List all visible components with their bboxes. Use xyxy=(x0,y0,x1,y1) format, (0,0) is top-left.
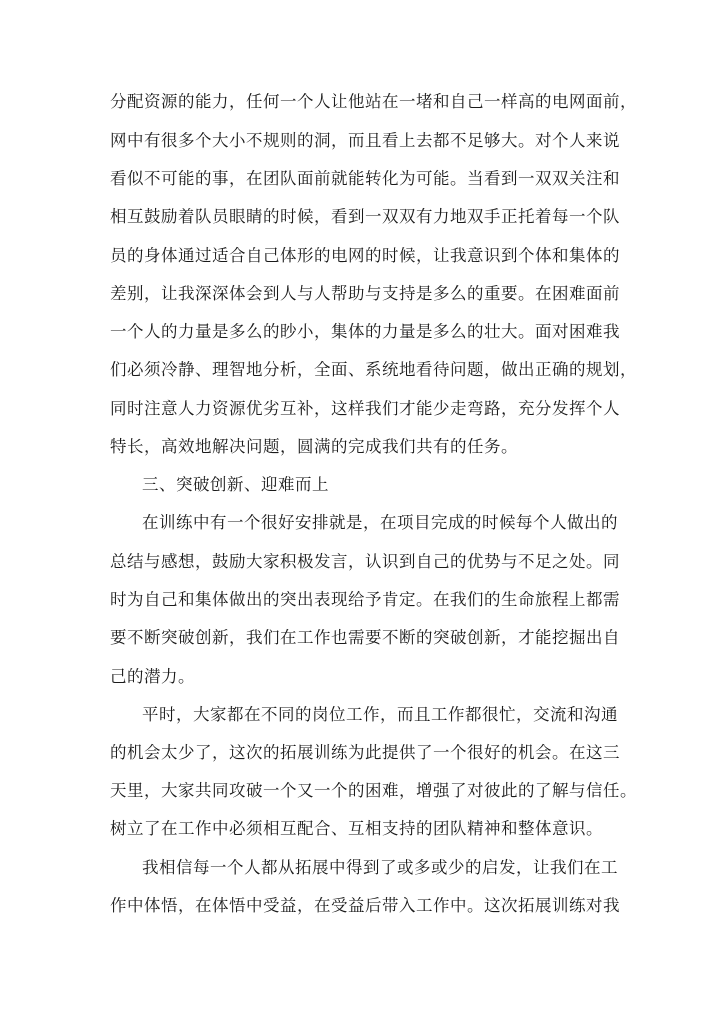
body-text-line: 看似不可能的事，在团队面前就能转化为可能。当看到一双双关注和 xyxy=(110,169,620,188)
body-text-line: 我相信每一个人都从拓展中得到了或多或少的启发，让我们在工 xyxy=(142,858,618,877)
body-text-line: 相互鼓励着队员眼睛的时候，看到一双双有力地双手正托着每一个队 xyxy=(110,207,620,226)
body-text-line: 一个人的力量是多么的眇小，集体的力量是多么的壮大。面对困难我 xyxy=(110,322,620,341)
body-text-line: 树立了在工作中必须相互配合、互相支持的团队精神和整体意识。 xyxy=(110,819,603,838)
body-text-line: 员的身体通过适合自己体形的电网的时候，让我意识到个体和集体的 xyxy=(110,246,620,265)
body-text-line: 差别，让我深深体会到人与人帮助与支持是多么的重要。在困难面前 xyxy=(110,284,620,303)
body-text-line: 时为自己和集体做出的突出表现给予肯定。在我们的生命旅程上都需 xyxy=(110,590,620,609)
body-text-line: 们必须冷静、理智地分析，全面、系统地看待问题，做出正确的规划， xyxy=(110,360,637,379)
body-text-line: 要不断突破创新，我们在工作也需要不断的突破创新，才能挖掘出自 xyxy=(110,628,620,647)
body-text-line: 己的潜力。 xyxy=(110,667,195,686)
section-heading: 三、突破创新、迎难而上 xyxy=(142,475,329,494)
body-text-line: 网中有很多个大小不规则的洞，而且看上去都不足够大。对个人来说 xyxy=(110,131,620,150)
body-text-line: 天里，大家共同攻破一个又一个的困难，增强了对彼此的了解与信任。 xyxy=(110,781,637,800)
body-text-line: 在训练中有一个很好安排就是，在项目完成的时候每个人做出的 xyxy=(142,513,618,532)
body-text-line: 总结与感想，鼓励大家积极发言，认识到自己的优势与不足之处。同 xyxy=(110,552,620,571)
body-text-line: 特长，高效地解决问题，圆满的完成我们共有的任务。 xyxy=(110,437,518,456)
body-text-line: 同时注意人力资源优劣互补，这样我们才能少走弯路，充分发挥个人 xyxy=(110,399,620,418)
body-text-line: 分配资源的能力，任何一个人让他站在一堵和自己一样高的电网面前， xyxy=(110,92,637,111)
body-text-line: 的机会太少了，这次的拓展训练为此提供了一个很好的机会。在这三 xyxy=(110,743,620,762)
body-text-line: 作中体悟，在体悟中受益，在受益后带入工作中。这次拓展训练对我 xyxy=(110,896,620,915)
body-text-line: 平时，大家都在不同的岗位工作，而且工作都很忙，交流和沟通 xyxy=(142,705,618,724)
